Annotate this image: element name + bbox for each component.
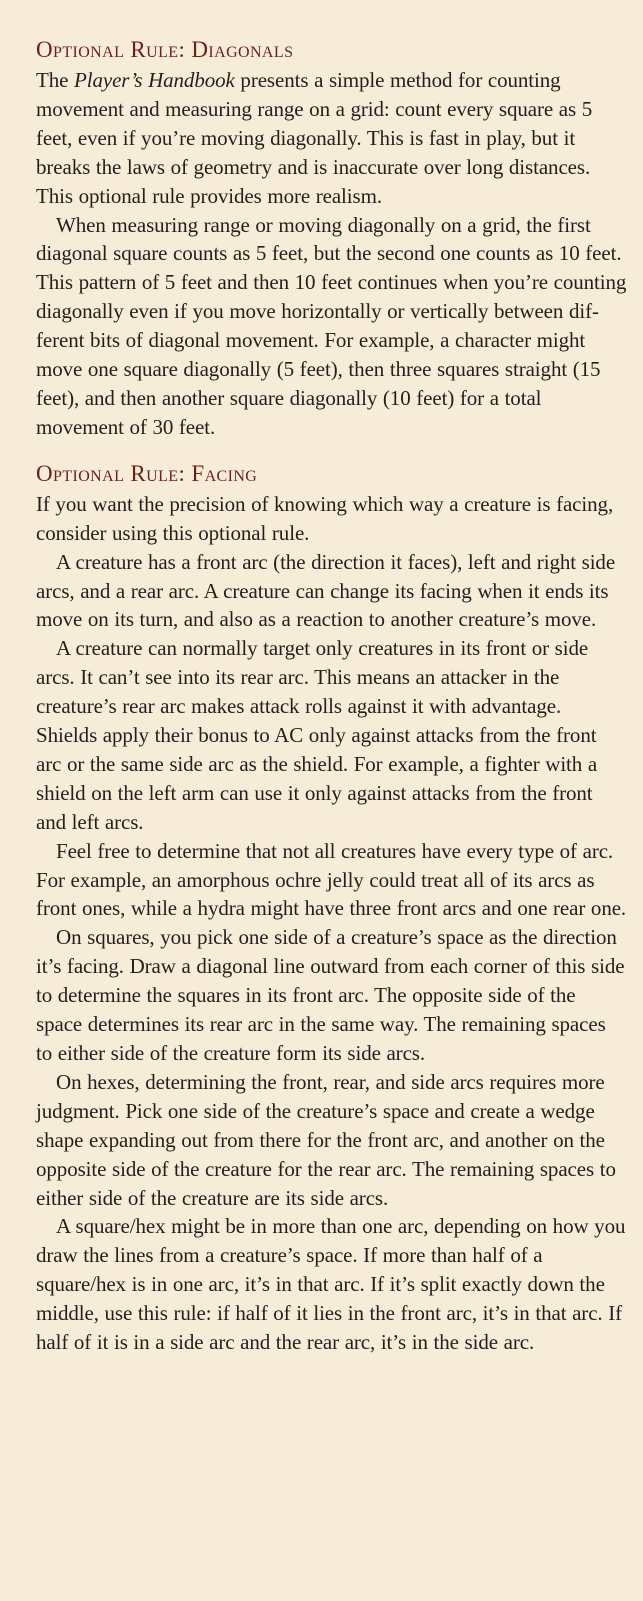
paragraph: A square/hex might be in more than one arc, depending on how you draw the lines from a creature’s space. If more than half of a square/hex is in one arc, it’s in that arc. If it’s split exactly down the middle, use this rule: if half of it lies in the front arc, it’s in that arc. If half of it is in a side arc and the rear arc, it’s in the side arc. [36,1214,626,1355]
paragraph: A creature has a front arc (the direction it faces), left and right side arcs, and a rear arc. A creature can change its facing when it ends its move on its turn, and also as a reaction to another creature’s move. [36,549,616,632]
paragraph: A creature can normally target only creatures in its front or side arcs. It can’t see into its rear arc. This means an attacker in the creature’s rear arc makes attack rolls against it with advantage. Shields apply their bonus to AC only against attacks from the front arc or the same side arc as the shield. For example, a fighter with a shield on the left arm can use it only against attacks from the front and left arcs. [36,636,598,834]
paragraph: When measuring range or moving diagonally on a grid, the first diagonal square counts as 5 feet, but the second one counts as 10 feet. This pattern of 5 feet and then 10 feet continues when you’re counting diagonally even if you move horizontally or vertically between different bits of diagonal movement. For example, a character might move one square diagonally (5 feet), then three squares straight (15 feet), and then another square diagonally (10 feet) for a total movement of 30 feet. [36,212,627,439]
book-title: Player’s Handbook [74,68,235,92]
section-heading-diagonals: Optional Rule: Diagonals [36,37,294,62]
paragraph: Feel free to determine that not all creatures have every type of arc. For example, an amorphous ochre jelly could treat all of its arcs as front ones, while a hydra might have three front arcs and one rear one. [36,838,627,921]
section-facing [36,460,627,1357]
section-heading-facing: Optional Rule: Facing [36,460,258,486]
paragraph-text-after: presents a simple method for counting movement and measuring range on a grid: count every square as 5 feet, even if you’re moving diagonally. This is fast in play, but it breaks the laws of geometry and is inaccurate over long distances. This optional rule provides more realism. [36,68,593,208]
paragraph [36,66,627,211]
paragraph: If you want the precision of knowing which way a creature is facing, consider using this optional rule. [36,491,614,545]
section-diagonals [36,36,627,442]
paragraph-text-before: The [36,68,74,92]
paragraph: On hexes, determining the front, rear, and side arcs requires more judgment. Pick one side of the creature’s space and create a wedge shape expanding out from there for the front arc, and another on the opposite side of the creature for the rear arc. The remaining spaces to either side of the creature are its side arcs. [36,1069,616,1210]
paragraph: On squares, you pick one side of a creature’s space as the direction it’s facing. Draw a diagonal line outward from each corner of this side to determine the squares in its front arc. The opposite side of the space determines its rear arc in the same way. The remaining spaces to either side of the creature form its side arcs. [36,925,625,1065]
